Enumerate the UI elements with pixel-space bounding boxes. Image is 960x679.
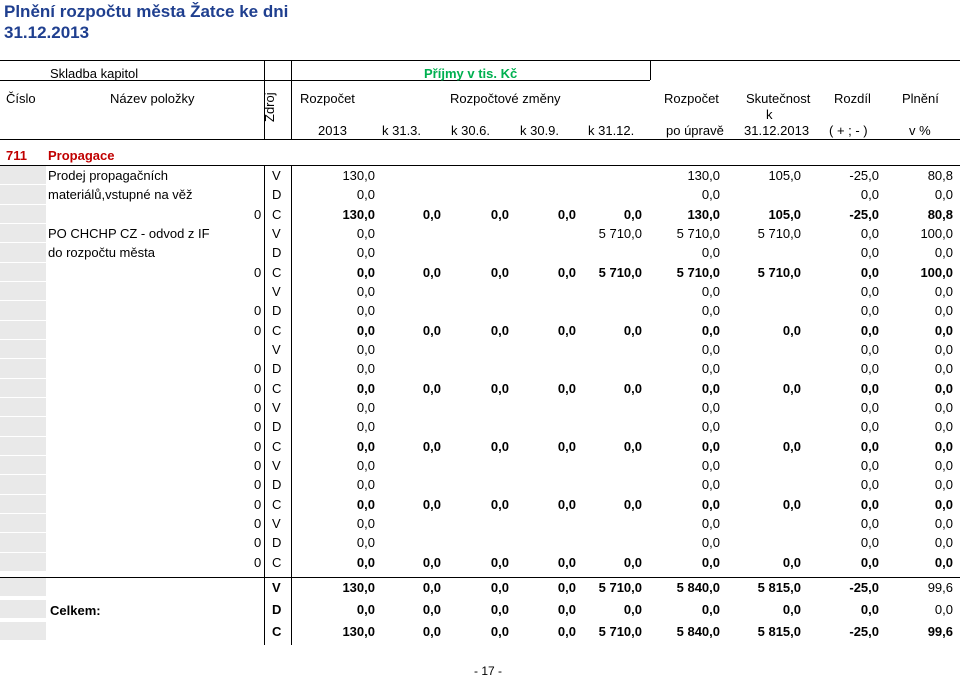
cell-rozpocet-2013: 0,0: [356, 554, 375, 570]
row-type: C: [272, 264, 282, 280]
cell-plneni: 0,0: [934, 438, 953, 454]
cell-rozpocet-po-uprave: 0,0: [701, 496, 720, 512]
row-type: C: [272, 322, 282, 338]
cell-rozdil: 0,0: [860, 496, 879, 512]
cell-rozpocet-2013: 0,0: [356, 438, 375, 454]
cell-plneni: 0,0: [934, 602, 953, 617]
header-divider-right: [650, 60, 651, 80]
cell-rozdil: 0,0: [860, 515, 879, 531]
cell-plneni: 80,8: [927, 206, 953, 222]
row-shade-separator: [0, 596, 46, 597]
header-skladba: Skladba kapitol: [50, 66, 139, 81]
cell-zmena-k313: 0,0: [422, 380, 441, 396]
cell-rozpocet-po-uprave: 0,0: [701, 322, 720, 338]
cell-plneni: 0,0: [934, 554, 953, 570]
cell-rozpocet-2013: 0,0: [356, 380, 375, 396]
header-col-k313: k 31.3.: [382, 123, 422, 138]
row-label: do rozpočtu města: [48, 245, 155, 261]
cell-rozpocet-po-uprave: 5 840,0: [676, 580, 720, 595]
cell-skutecnost: 105,0: [768, 168, 801, 183]
cell-rozdil: 0,0: [860, 303, 879, 319]
cell-zmena-k306: 0,0: [490, 496, 509, 512]
cell-rozpocet-2013: 0,0: [356, 264, 375, 280]
cell-zmena-k309: 0,0: [557, 206, 576, 222]
cell-plneni: 80,8: [927, 168, 953, 183]
row-shade: [0, 417, 46, 436]
cell-skutecnost: 5 815,0: [757, 624, 801, 639]
cell-skutecnost: 105,0: [768, 206, 801, 222]
row-source: 0: [254, 535, 262, 551]
cell-rozpocet-2013: 0,0: [356, 225, 375, 241]
cell-rozpocet-po-uprave: 0,0: [701, 303, 720, 319]
cell-rozdil: 0,0: [860, 535, 879, 551]
cell-skutecnost: 5 710,0: [757, 225, 801, 241]
row-source: 0: [254, 496, 262, 512]
cell-zmena-k306: 0,0: [490, 206, 509, 222]
row-label: PO CHCHP CZ - odvod z IF: [48, 225, 210, 241]
cell-rozpocet-po-uprave: 0,0: [701, 457, 720, 473]
header-k: k: [766, 107, 773, 122]
row-shade: [0, 600, 46, 619]
cell-plneni: 0,0: [934, 419, 953, 435]
row-shade: [0, 553, 46, 572]
row-source: 0: [254, 361, 262, 377]
cell-zmena-k313: 0,0: [422, 496, 441, 512]
row-source: 0: [254, 419, 262, 435]
cell-rozpocet-po-uprave: 0,0: [701, 515, 720, 531]
cell-plneni: 0,0: [934, 380, 953, 396]
cell-plneni: 0,0: [934, 515, 953, 531]
row-source: 0: [254, 477, 262, 493]
row-shade: [0, 514, 46, 533]
cell-zmena-k3112: 5 710,0: [598, 580, 642, 595]
row-source: 0: [254, 380, 262, 396]
header-prijmy: Příjmy v tis. Kč: [424, 66, 518, 81]
header-top-border: [0, 60, 960, 61]
cell-rozpocet-2013: 130,0: [342, 206, 375, 222]
cell-rozpocet-2013: 0,0: [356, 361, 375, 377]
cell-rozpocet-2013: 130,0: [342, 580, 375, 595]
cell-zmena-k306: 0,0: [490, 602, 509, 617]
row-source: 0: [254, 322, 262, 338]
row-shade: [0, 166, 46, 185]
cell-rozpocet-po-uprave: 0,0: [701, 283, 720, 299]
cell-zmena-k313: 0,0: [422, 206, 441, 222]
cell-zmena-k313: 0,0: [422, 624, 441, 639]
cell-rozpocet-po-uprave: 130,0: [687, 206, 720, 222]
row-type: C: [272, 206, 282, 222]
cell-skutecnost: 5 710,0: [757, 264, 801, 280]
row-shade: [0, 533, 46, 552]
cell-rozdil: 0,0: [860, 341, 879, 357]
cell-rozpocet-2013: 0,0: [356, 477, 375, 493]
cell-rozdil: 0,0: [860, 283, 879, 299]
row-type: D: [272, 187, 282, 203]
header-cislo: Číslo: [6, 91, 36, 106]
row-shade: [0, 243, 46, 262]
cell-plneni: 0,0: [934, 477, 953, 493]
cell-rozpocet-po-uprave: 0,0: [701, 602, 720, 617]
section-name: Propagace: [48, 148, 115, 163]
row-type: D: [272, 477, 282, 493]
cell-zmena-k306: 0,0: [490, 438, 509, 454]
row-type: V: [272, 225, 281, 241]
header-plneni: Plnění: [902, 91, 939, 106]
cell-rozpocet-po-uprave: 0,0: [701, 399, 720, 415]
cell-plneni: 99,6: [927, 624, 953, 639]
cell-rozdil: 0,0: [860, 457, 879, 473]
row-label: Prodej propagačních: [48, 168, 168, 183]
cell-rozpocet-po-uprave: 0,0: [701, 477, 720, 493]
cell-skutecnost: 0,0: [782, 496, 801, 512]
row-shade-separator: [0, 640, 46, 641]
cell-plneni: 0,0: [934, 341, 953, 357]
cell-rozpocet-2013: 0,0: [356, 322, 375, 338]
cell-plneni: 0,0: [934, 535, 953, 551]
cell-rozdil: 0,0: [860, 477, 879, 493]
cell-rozpocet-po-uprave: 0,0: [701, 341, 720, 357]
cell-zmena-k3112: 0,0: [623, 602, 642, 617]
cell-rozdil: 0,0: [860, 361, 879, 377]
cell-rozpocet-po-uprave: 0,0: [701, 554, 720, 570]
row-shade: [0, 622, 46, 641]
cell-zmena-k3112: 0,0: [623, 322, 642, 338]
row-type: C: [272, 438, 282, 454]
row-shade: [0, 340, 46, 359]
cell-rozpocet-2013: 0,0: [356, 496, 375, 512]
row-type: D: [272, 303, 282, 319]
row-source: 0: [254, 303, 262, 319]
row-shade: [0, 456, 46, 475]
cell-skutecnost: 0,0: [782, 380, 801, 396]
header-rozdil: Rozdíl: [834, 91, 871, 106]
cell-rozdil: -25,0: [849, 206, 879, 222]
total-label: Celkem:: [50, 603, 101, 618]
cell-plneni: 0,0: [934, 187, 953, 203]
cell-rozdil: 0,0: [860, 322, 879, 338]
title-line-2: 31.12.2013: [4, 23, 90, 42]
cell-rozpocet-2013: 0,0: [356, 602, 375, 617]
cell-rozpocet-2013: 0,0: [356, 457, 375, 473]
cell-rozpocet-po-uprave: 0,0: [701, 419, 720, 435]
cell-rozpocet-po-uprave: 0,0: [701, 380, 720, 396]
row-source: 0: [254, 206, 262, 222]
row-shade: [0, 359, 46, 378]
cell-zmena-k3112: 5 710,0: [598, 264, 642, 280]
cell-rozpocet-2013: 0,0: [356, 341, 375, 357]
row-source: 0: [254, 399, 262, 415]
cell-zmena-k313: 0,0: [422, 602, 441, 617]
cell-plneni: 0,0: [934, 322, 953, 338]
cell-skutecnost: 0,0: [782, 554, 801, 570]
row-shade: [0, 321, 46, 340]
cell-rozdil: -25,0: [849, 580, 879, 595]
cell-plneni: 0,0: [934, 283, 953, 299]
row-type: C: [272, 624, 282, 639]
cell-plneni: 0,0: [934, 496, 953, 512]
row-type: C: [272, 554, 282, 570]
cell-zmena-k309: 0,0: [557, 322, 576, 338]
header-col-k3112: k 31.12.: [588, 123, 635, 138]
row-type: V: [272, 457, 281, 473]
cell-zmena-k313: 0,0: [422, 554, 441, 570]
row-shade: [0, 301, 46, 320]
row-source: 0: [254, 264, 262, 280]
cell-rozpocet-2013: 130,0: [342, 624, 375, 639]
row-type: D: [272, 419, 282, 435]
cell-rozpocet-po-uprave: 0,0: [701, 438, 720, 454]
cell-zmena-k309: 0,0: [557, 496, 576, 512]
header-col-plusminus: ( + ; - ): [829, 123, 868, 138]
title-line-1: Plnění rozpočtu města Žatce ke dni: [4, 2, 289, 21]
cell-zmena-k313: 0,0: [422, 438, 441, 454]
row-label: materiálů,vstupné na věž: [48, 187, 193, 203]
header-skutecnost: Skutečnost: [746, 91, 811, 106]
row-shade: [0, 398, 46, 417]
cell-rozpocet-2013: 0,0: [356, 187, 375, 203]
cell-rozpocet-2013: 0,0: [356, 515, 375, 531]
cell-plneni: 0,0: [934, 303, 953, 319]
row-type: D: [272, 535, 282, 551]
cell-rozpocet-2013: 0,0: [356, 245, 375, 261]
cell-plneni: 0,0: [934, 457, 953, 473]
row-shade: [0, 475, 46, 494]
cell-rozpocet-po-uprave: 0,0: [701, 187, 720, 203]
cell-rozpocet-2013: 0,0: [356, 535, 375, 551]
cell-plneni: 0,0: [934, 245, 953, 261]
cell-plneni: 0,0: [934, 399, 953, 415]
row-shade: [0, 185, 46, 204]
row-type: D: [272, 245, 282, 261]
cell-rozdil: 0,0: [860, 438, 879, 454]
section-number: 711: [6, 148, 27, 163]
cell-zmena-k309: 0,0: [557, 264, 576, 280]
page-title: [4, 1, 404, 43]
cell-rozpocet-po-uprave: 0,0: [701, 245, 720, 261]
cell-skutecnost: 0,0: [782, 602, 801, 617]
cell-zmena-k309: 0,0: [557, 602, 576, 617]
cell-plneni: 100,0: [920, 225, 953, 241]
row-type: V: [272, 168, 281, 183]
cell-rozpocet-po-uprave: 5 840,0: [676, 624, 720, 639]
cell-zmena-k3112: 0,0: [623, 438, 642, 454]
cell-skutecnost: 0,0: [782, 438, 801, 454]
cell-zmena-k3112: 0,0: [623, 554, 642, 570]
cell-rozdil: 0,0: [860, 264, 879, 280]
cell-zmena-k306: 0,0: [490, 322, 509, 338]
row-source: 0: [254, 515, 262, 531]
row-shade: [0, 578, 46, 597]
cell-rozpocet-po-uprave: 0,0: [701, 361, 720, 377]
header-rozpocet-upraveny: Rozpočet: [664, 91, 719, 106]
cell-rozpocet-po-uprave: 0,0: [701, 535, 720, 551]
header-col-k306: k 30.6.: [451, 123, 491, 138]
cell-zmena-k309: 0,0: [557, 438, 576, 454]
row-shade: [0, 263, 46, 282]
header-rozpocet: Rozpočet: [300, 91, 355, 106]
cell-rozdil: 0,0: [860, 380, 879, 396]
cell-zmena-k3112: 0,0: [623, 496, 642, 512]
cell-zmena-k3112: 0,0: [623, 380, 642, 396]
header-nazev: Název položky: [110, 91, 195, 106]
cell-zmena-k313: 0,0: [422, 322, 441, 338]
cell-rozdil: 0,0: [860, 602, 879, 617]
page-number: - 17 -: [474, 664, 503, 678]
row-type: V: [272, 515, 281, 531]
cell-rozpocet-2013: 0,0: [356, 283, 375, 299]
row-type: V: [272, 341, 281, 357]
row-type: V: [272, 399, 281, 415]
cell-rozpocet-2013: 0,0: [356, 399, 375, 415]
cell-zmena-k309: 0,0: [557, 554, 576, 570]
cell-zmena-k306: 0,0: [490, 554, 509, 570]
cell-rozpocet-po-uprave: 5 710,0: [676, 225, 720, 241]
row-source: 0: [254, 438, 262, 454]
row-source: 0: [254, 554, 262, 570]
cell-rozpocet-2013: 0,0: [356, 419, 375, 435]
cell-zmena-k306: 0,0: [490, 624, 509, 639]
cell-rozdil: 0,0: [860, 554, 879, 570]
row-shade-separator: [0, 571, 46, 572]
row-shade: [0, 224, 46, 243]
cell-rozdil: 0,0: [860, 419, 879, 435]
row-shade: [0, 205, 46, 224]
header-divider-zdroj: [291, 60, 292, 140]
cell-zmena-k313: 0,0: [422, 264, 441, 280]
cell-rozdil: 0,0: [860, 245, 879, 261]
cell-zmena-k306: 0,0: [490, 380, 509, 396]
header-col-k-date: 31.12.2013: [744, 123, 810, 138]
cell-zmena-k309: 0,0: [557, 624, 576, 639]
row-shade-separator: [0, 618, 46, 619]
row-type: D: [272, 361, 282, 377]
cell-plneni: 99,6: [927, 580, 953, 595]
header-col-v-pct: v %: [909, 123, 931, 138]
cell-zmena-k309: 0,0: [557, 580, 576, 595]
row-shade: [0, 495, 46, 514]
cell-zmena-k3112: 0,0: [623, 206, 642, 222]
header-col-k309: k 30.9.: [520, 123, 560, 138]
cell-plneni: 0,0: [934, 361, 953, 377]
header-col-2013: 2013: [318, 123, 347, 138]
cell-rozpocet-2013: 0,0: [356, 303, 375, 319]
row-source: 0: [254, 457, 262, 473]
row-type: C: [272, 496, 282, 512]
cell-zmena-k309: 0,0: [557, 380, 576, 396]
cell-rozdil: 0,0: [860, 225, 879, 241]
cell-rozdil: 0,0: [860, 187, 879, 203]
cell-zmena-k313: 0,0: [422, 580, 441, 595]
cell-zmena-k3112: 5 710,0: [598, 225, 642, 241]
cell-rozpocet-po-uprave: 130,0: [687, 168, 720, 183]
row-shade: [0, 437, 46, 456]
cell-plneni: 100,0: [920, 264, 953, 280]
cell-skutecnost: 0,0: [782, 322, 801, 338]
row-shade: [0, 379, 46, 398]
cell-zmena-k306: 0,0: [490, 580, 509, 595]
header-rozpoctove-zmeny: Rozpočtové změny: [450, 91, 561, 106]
row-shade: [0, 282, 46, 301]
row-type: V: [272, 580, 281, 595]
cell-zmena-k306: 0,0: [490, 264, 509, 280]
row-type: C: [272, 380, 282, 396]
cell-skutecnost: 5 815,0: [757, 580, 801, 595]
cell-rozdil: -25,0: [849, 168, 879, 183]
row-type: D: [272, 602, 282, 617]
row-type: V: [272, 283, 281, 299]
header-zdroj: Zdroj: [262, 92, 277, 122]
cell-rozpocet-po-uprave: 5 710,0: [676, 264, 720, 280]
cell-rozdil: -25,0: [849, 624, 879, 639]
cell-rozpocet-2013: 130,0: [342, 168, 375, 183]
cell-rozdil: 0,0: [860, 399, 879, 415]
header-bottom-border: [0, 139, 960, 140]
header-col-po-uprave: po úpravě: [666, 123, 724, 138]
cell-zmena-k3112: 5 710,0: [598, 624, 642, 639]
